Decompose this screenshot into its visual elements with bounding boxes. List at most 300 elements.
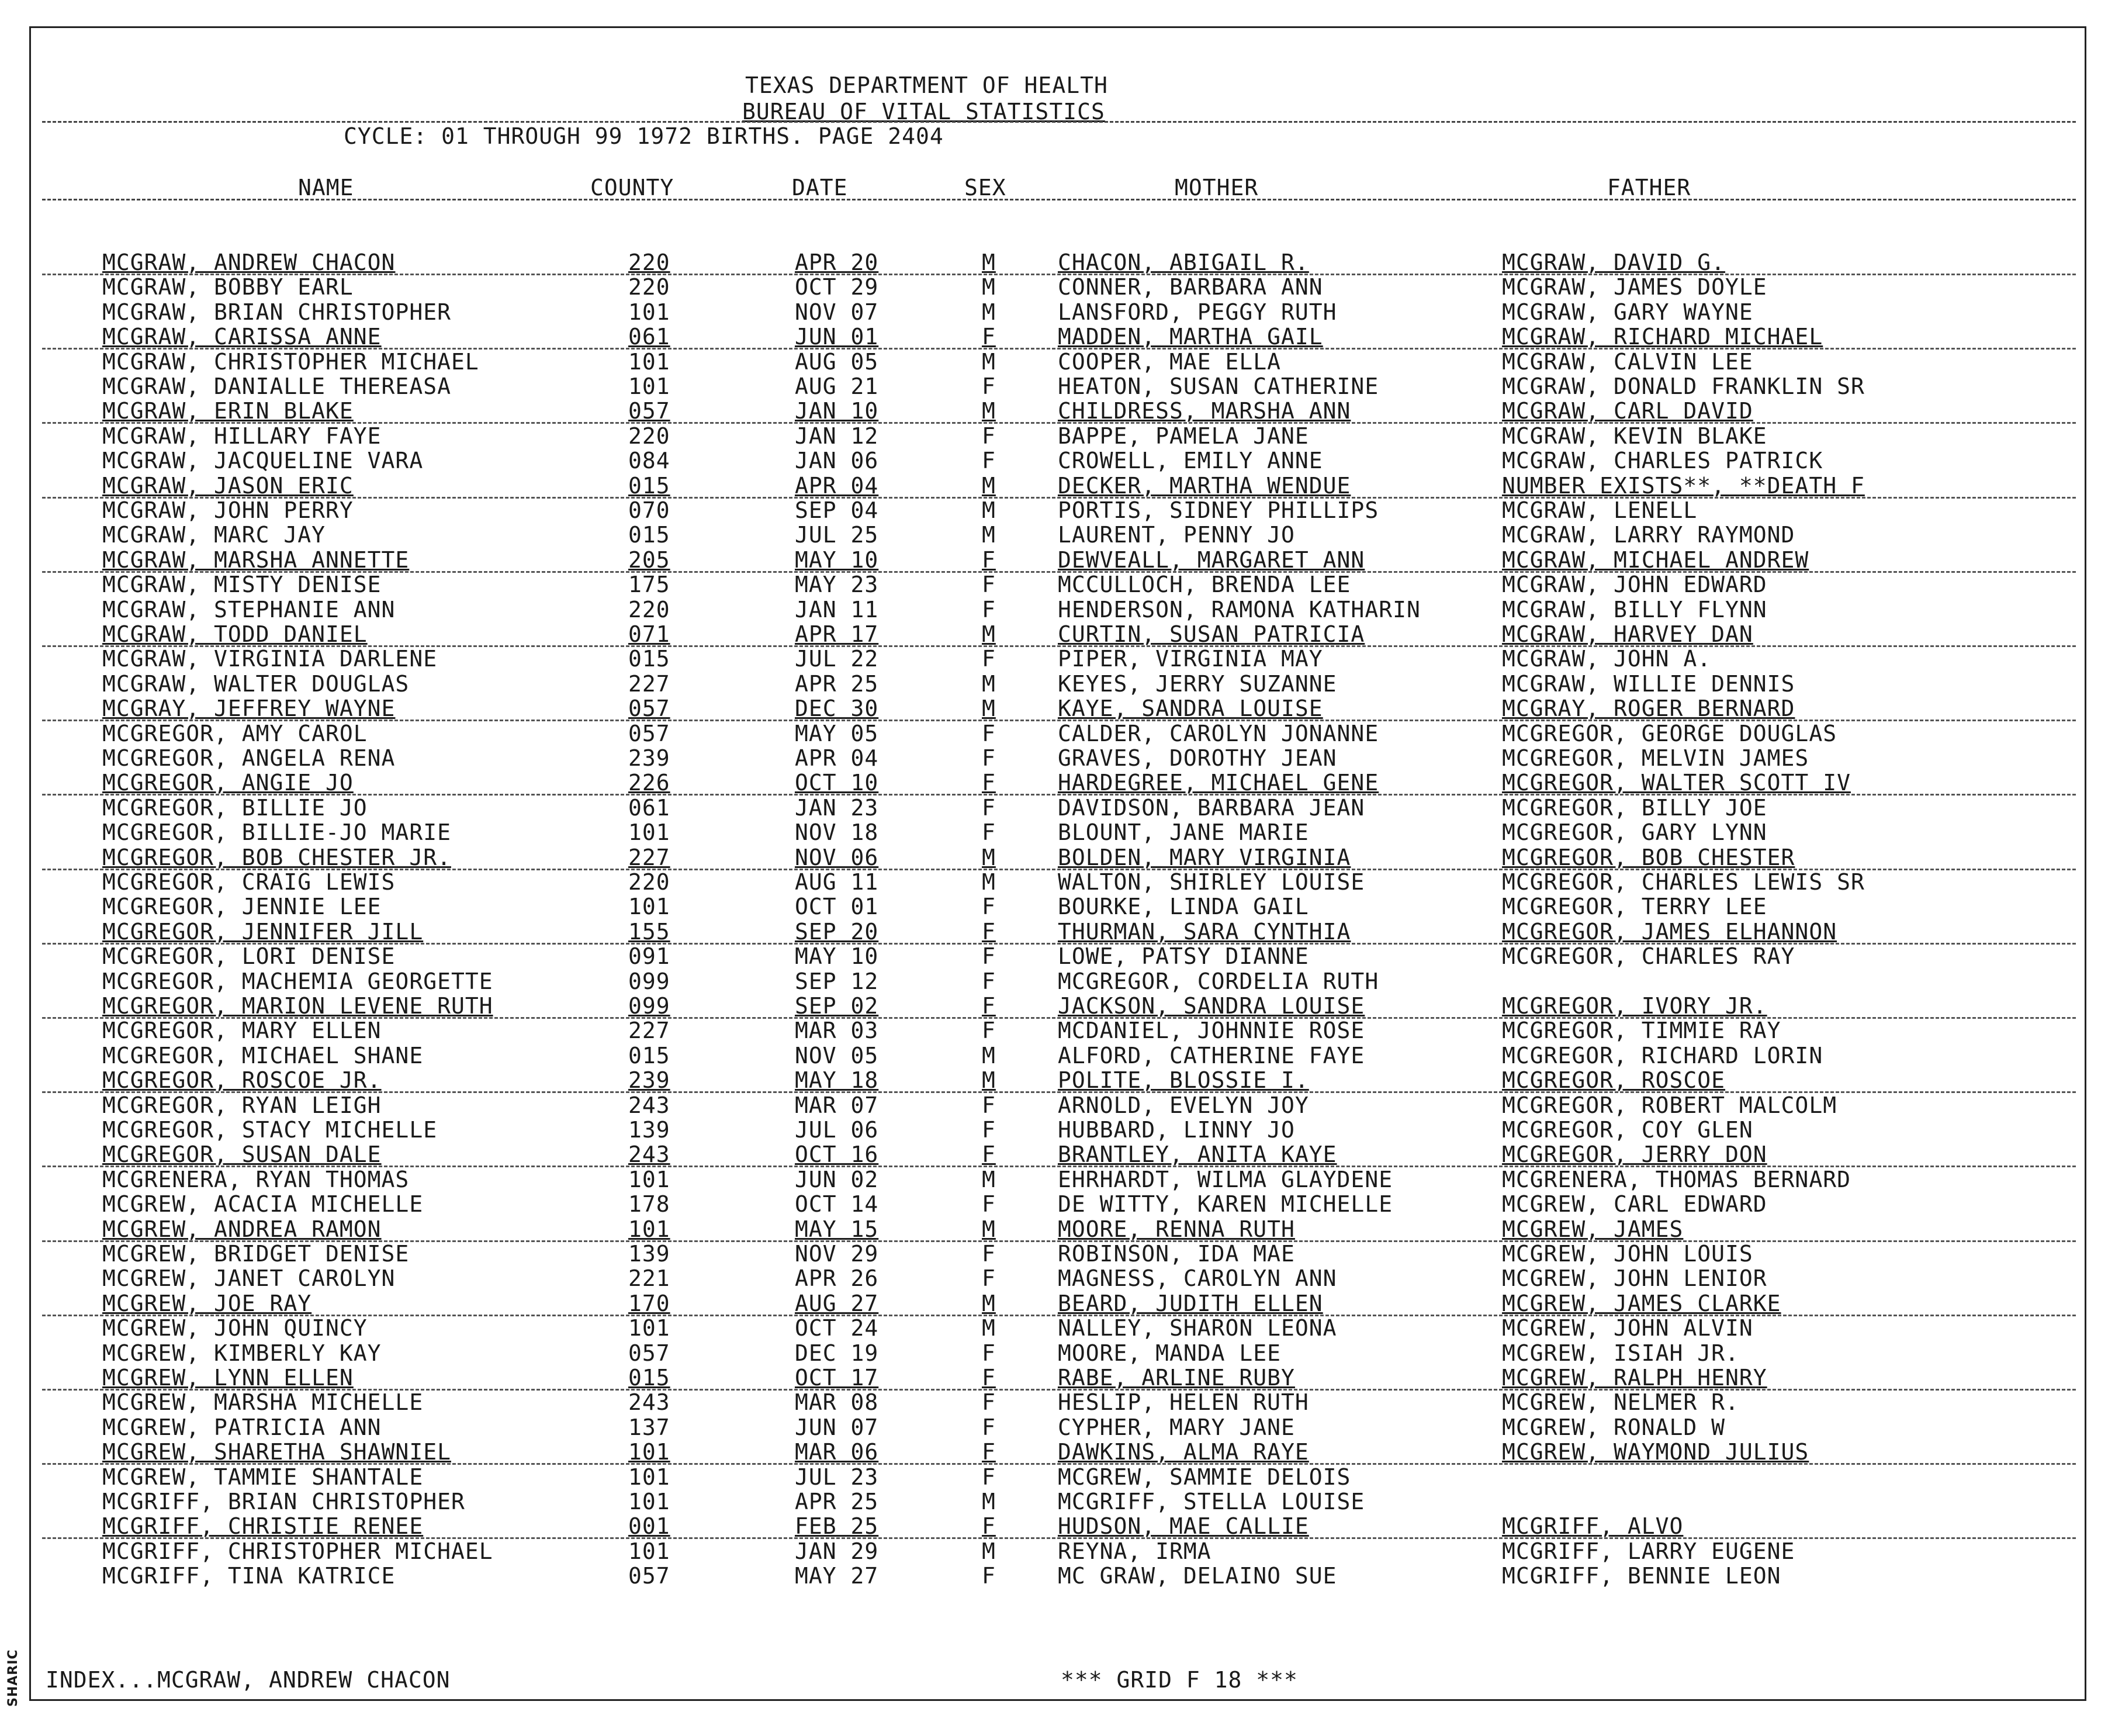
cell-date: JAN 11 [795, 597, 879, 623]
cell-name: MCGRAW, WALTER DOUGLAS [102, 671, 410, 697]
cell-father: MCGREGOR, WALTER SCOTT IV [1502, 770, 1851, 796]
cell-sex: F [982, 1092, 996, 1118]
cell-county: 057 [628, 721, 670, 746]
cell-date: MAY 27 [795, 1563, 879, 1589]
cell-father: MCGREW, ISIAH JR. [1502, 1340, 1739, 1366]
table-row [0, 672, 2104, 696]
cell-father: MCGREW, JAMES CLARKE [1502, 1291, 1781, 1316]
cell-sex: F [982, 597, 996, 623]
cell-name: MCGREW, KIMBERLY KAY [102, 1340, 382, 1366]
cell-date: OCT 14 [795, 1191, 879, 1217]
cell-sex: F [982, 646, 996, 672]
cell-sex: F [982, 1415, 996, 1440]
cell-county: 243 [628, 1092, 670, 1118]
cell-county: 178 [628, 1191, 670, 1217]
cell-sex: M [982, 1067, 996, 1093]
cell-date: AUG 11 [795, 869, 879, 895]
cell-name: MCGREGOR, RYAN LEIGH [102, 1092, 382, 1118]
cell-county: 015 [628, 1365, 670, 1391]
cell-father: MCGREGOR, TIMMIE RAY [1502, 1018, 1781, 1043]
cell-sex: M [982, 621, 996, 647]
cell-name: MCGRAW, BOBBY EARL [102, 274, 354, 300]
cell-name: MCGREGOR, MARY ELLEN [102, 1018, 382, 1043]
cell-county: 057 [628, 1563, 670, 1589]
cell-sex: F [982, 1241, 996, 1267]
cell-county: 139 [628, 1117, 670, 1143]
cell-sex: F [982, 547, 996, 573]
cell-name: MCGRAW, CHRISTOPHER MICHAEL [102, 349, 479, 375]
cell-name: MCGREGOR, BILLIE-JO MARIE [102, 819, 451, 845]
cell-name: MCGRAW, JASON ERIC [102, 473, 354, 499]
cell-name: MCGRAW, MISTY DENISE [102, 572, 382, 597]
cell-father: MCGRAW, LARRY RAYMOND [1502, 522, 1795, 548]
cell-mother: DAWKINS, ALMA RAYE [1058, 1439, 1309, 1465]
cell-mother: HUDSON, MAE CALLIE [1058, 1513, 1309, 1539]
cell-sex: F [982, 795, 996, 821]
table-row [0, 1415, 2104, 1440]
cell-father: MCGRAW, MICHAEL ANDREW [1502, 547, 1809, 573]
cell-date: SEP 12 [795, 969, 879, 994]
cell-date: APR 20 [795, 250, 879, 275]
cycle-line: CYCLE: 01 THROUGH 99 1972 BIRTHS. PAGE 2404 [344, 123, 944, 149]
cell-county: 101 [628, 1464, 670, 1490]
cell-name: MCGREGOR, ANGIE JO [102, 770, 354, 796]
cell-date: JUL 25 [795, 522, 879, 548]
cell-county: 015 [628, 522, 670, 548]
table-row [0, 1142, 2104, 1167]
cell-father: MCGRIFF, LARRY EUGENE [1502, 1538, 1795, 1564]
cell-county: 205 [628, 547, 670, 573]
table-row [0, 1564, 2104, 1588]
cell-date: SEP 04 [795, 497, 879, 523]
cell-county: 061 [628, 795, 670, 821]
cell-county: 057 [628, 696, 670, 721]
cell-date: JUN 07 [795, 1415, 879, 1440]
cell-father: MCGRAW, BILLY FLYNN [1502, 597, 1767, 623]
table-row [0, 1217, 2104, 1242]
cell-name: MCGRAW, VIRGINIA DARLENE [102, 646, 438, 672]
cell-name: MCGRAW, ERIN BLAKE [102, 398, 354, 424]
cell-name: MCGRAW, DANIALLE THEREASA [102, 374, 451, 399]
cell-father: MCGREGOR, BILLY JOE [1502, 795, 1767, 821]
cell-county: 101 [628, 1167, 670, 1192]
cell-name: MCGREW, ACACIA MICHELLE [102, 1191, 424, 1217]
cell-sex: F [982, 1464, 996, 1490]
cell-sex: F [982, 1117, 996, 1143]
cell-father: MCGRAW, CARL DAVID [1502, 398, 1753, 424]
cell-county: 101 [628, 374, 670, 399]
table-row [0, 796, 2104, 820]
cell-sex: F [982, 423, 996, 449]
table-row [0, 870, 2104, 894]
cell-father: MCGREW, CARL EDWARD [1502, 1191, 1767, 1217]
cell-county: 001 [628, 1513, 670, 1539]
cell-date: OCT 24 [795, 1315, 879, 1341]
cell-father: MCGRIFF, ALVO [1502, 1513, 1684, 1539]
col-header-father: FATHER [1607, 175, 1691, 200]
cell-date: MAY 10 [795, 547, 879, 573]
cell-sex: M [982, 1489, 996, 1514]
cell-date: NOV 05 [795, 1043, 879, 1068]
cell-father: MCGRAW, KEVIN BLAKE [1502, 423, 1767, 449]
cell-name: MCGRAW, BRIAN CHRISTOPHER [102, 299, 451, 325]
table-row [0, 1539, 2104, 1564]
cell-date: NOV 18 [795, 819, 879, 845]
cell-mother: MCGRIFF, STELLA LOUISE [1058, 1489, 1365, 1514]
table-row [0, 1167, 2104, 1192]
cell-county: 227 [628, 845, 670, 870]
table-row [0, 944, 2104, 969]
cell-date: OCT 17 [795, 1365, 879, 1391]
side-tag-text: SHARIC [6, 1649, 20, 1707]
cell-father: MCGRAW, DAVID G. [1502, 250, 1726, 275]
cell-name: MCGRIFF, BRIAN CHRISTOPHER [102, 1489, 465, 1514]
table-row [0, 820, 2104, 845]
cell-county: 101 [628, 1315, 670, 1341]
cell-sex: M [982, 1538, 996, 1564]
cell-county: 239 [628, 745, 670, 771]
table-row [0, 1291, 2104, 1316]
cell-date: JUL 06 [795, 1117, 879, 1143]
cell-mother: JACKSON, SANDRA LOUISE [1058, 993, 1365, 1019]
cell-county: 015 [628, 646, 670, 672]
table-row [0, 1341, 2104, 1365]
cell-county: 071 [628, 621, 670, 647]
cell-mother: MCGREGOR, CORDELIA RUTH [1058, 969, 1379, 994]
cell-county: 221 [628, 1265, 670, 1291]
cell-mother: BLOUNT, JANE MARIE [1058, 819, 1309, 845]
cell-father: MCGREW, JAMES [1502, 1216, 1684, 1242]
cell-father: MCGREGOR, MELVIN JAMES [1502, 745, 1809, 771]
table-row [0, 969, 2104, 994]
bureau-title: BUREAU OF VITAL STATISTICS [742, 99, 1105, 125]
cell-mother: PIPER, VIRGINIA MAY [1058, 646, 1323, 672]
cell-father: MCGRAW, CALVIN LEE [1502, 349, 1753, 375]
cell-name: MCGRAW, ANDREW CHACON [102, 250, 396, 275]
table-row [0, 1365, 2104, 1390]
cell-father: MCGRAW, RICHARD MICHAEL [1502, 324, 1823, 350]
cell-sex: F [982, 324, 996, 350]
table-row [0, 1192, 2104, 1216]
cell-name: MCGRAW, HILLARY FAYE [102, 423, 382, 449]
cell-date: APR 17 [795, 621, 879, 647]
cell-name: MCGREGOR, JENNIFER JILL [102, 919, 424, 945]
cell-sex: F [982, 919, 996, 945]
cell-date: JAN 12 [795, 423, 879, 449]
cell-date: MAY 10 [795, 943, 879, 969]
cell-county: 139 [628, 1241, 670, 1267]
cell-date: JAN 06 [795, 448, 879, 473]
cell-name: MCGREW, JANET CAROLYN [102, 1265, 396, 1291]
table-row [0, 374, 2104, 399]
table-row [0, 548, 2104, 572]
col-header-date: DATE [792, 175, 848, 200]
cell-mother: LAURENT, PENNY JO [1058, 522, 1295, 548]
cell-county: 137 [628, 1415, 670, 1440]
cell-father: MCGREGOR, BOB CHESTER [1502, 845, 1795, 870]
cell-date: OCT 01 [795, 894, 879, 919]
cell-father: MCGREW, JOHN LENIOR [1502, 1265, 1767, 1291]
cell-name: MCGRIFF, CHRISTOPHER MICHAEL [102, 1538, 493, 1564]
cell-father: MCGRIFF, BENNIE LEON [1502, 1563, 1781, 1589]
cell-county: 101 [628, 1538, 670, 1564]
cell-date: JAN 29 [795, 1538, 879, 1564]
cell-mother: BEARD, JUDITH ELLEN [1058, 1291, 1323, 1316]
table-row [0, 572, 2104, 597]
cell-father: MCGREGOR, RICHARD LORIN [1502, 1043, 1823, 1068]
cell-sex: F [982, 1340, 996, 1366]
cell-county: 243 [628, 1142, 670, 1167]
cell-mother: GRAVES, DOROTHY JEAN [1058, 745, 1337, 771]
cell-date: APR 26 [795, 1265, 879, 1291]
cell-father: MCGREW, RALPH HENRY [1502, 1365, 1767, 1391]
cell-mother: HUBBARD, LINNY JO [1058, 1117, 1295, 1143]
table-row [0, 770, 2104, 795]
cell-county: 175 [628, 572, 670, 597]
table-row [0, 721, 2104, 746]
cell-sex: F [982, 993, 996, 1019]
cell-name: MCGREW, LYNN ELLEN [102, 1365, 354, 1391]
table-row [0, 646, 2104, 671]
column-header-rule [42, 199, 2076, 200]
cell-mother: HENDERSON, RAMONA KATHARIN [1058, 597, 1421, 623]
table-row [0, 399, 2104, 423]
cell-sex: F [982, 721, 996, 746]
cell-father: MCGREGOR, IVORY JR. [1502, 993, 1767, 1019]
table-row [0, 250, 2104, 275]
cell-name: MCGREW, ANDREA RAMON [102, 1216, 382, 1242]
table-row [0, 473, 2104, 498]
table-row [0, 1514, 2104, 1538]
cell-father: MCGREGOR, CHARLES LEWIS SR [1502, 869, 1865, 895]
cell-name: MCGRAY, JEFFREY WAYNE [102, 696, 396, 721]
cell-sex: F [982, 1439, 996, 1465]
cell-date: JAN 10 [795, 398, 879, 424]
cell-father: MCGRAW, WILLIE DENNIS [1502, 671, 1795, 697]
cell-mother: LANSFORD, PEGGY RUTH [1058, 299, 1337, 325]
cell-date: NOV 07 [795, 299, 879, 325]
cell-county: 091 [628, 943, 670, 969]
cell-sex: F [982, 943, 996, 969]
cell-father: MCGREGOR, JERRY DON [1502, 1142, 1767, 1167]
table-row [0, 919, 2104, 944]
cell-sex: F [982, 1142, 996, 1167]
cell-father: MCGRAW, LENELL [1502, 497, 1698, 523]
table-row [0, 696, 2104, 721]
table-row [0, 300, 2104, 324]
cell-county: 101 [628, 299, 670, 325]
cell-county: 226 [628, 770, 670, 796]
cell-sex: F [982, 1563, 996, 1589]
cell-date: APR 04 [795, 745, 879, 771]
cell-mother: NALLEY, SHARON LEONA [1058, 1315, 1337, 1341]
cell-county: 084 [628, 448, 670, 473]
cell-mother: RABE, ARLINE RUBY [1058, 1365, 1295, 1391]
cell-sex: M [982, 349, 996, 375]
cell-mother: CONNER, BARBARA ANN [1058, 274, 1323, 300]
cell-mother: HESLIP, HELEN RUTH [1058, 1389, 1309, 1415]
cell-father: MCGRAW, JOHN A. [1502, 646, 1712, 672]
table-row [0, 1093, 2104, 1118]
cell-county: 070 [628, 497, 670, 523]
cell-date: MAR 07 [795, 1092, 879, 1118]
cell-sex: F [982, 1513, 996, 1539]
cell-mother: LOWE, PATSY DIANNE [1058, 943, 1309, 969]
cell-mother: ARNOLD, EVELYN JOY [1058, 1092, 1309, 1118]
cell-father: MCGREGOR, JAMES ELHANNON [1502, 919, 1837, 945]
cell-county: 101 [628, 894, 670, 919]
cell-sex: F [982, 969, 996, 994]
cell-sex: F [982, 1191, 996, 1217]
cell-father: MCGRAW, HARVEY DAN [1502, 621, 1753, 647]
cell-county: 101 [628, 1489, 670, 1514]
cell-county: 220 [628, 250, 670, 275]
cell-date: MAR 03 [795, 1018, 879, 1043]
cell-mother: ALFORD, CATHERINE FAYE [1058, 1043, 1365, 1068]
footer-index: INDEX...MCGRAW, ANDREW CHACON [46, 1667, 451, 1693]
cell-mother: CROWELL, EMILY ANNE [1058, 448, 1323, 473]
cell-name: MCGREW, SHARETHA SHAWNIEL [102, 1439, 451, 1465]
table-row [0, 894, 2104, 919]
cell-name: MCGRAW, TODD DANIEL [102, 621, 368, 647]
cell-name: MCGREGOR, JENNIE LEE [102, 894, 382, 919]
cell-sex: F [982, 819, 996, 845]
cell-sex: M [982, 473, 996, 499]
cell-father: MCGRAW, CHARLES PATRICK [1502, 448, 1823, 473]
cell-mother: PORTIS, SIDNEY PHILLIPS [1058, 497, 1379, 523]
cell-county: 220 [628, 423, 670, 449]
cell-name: MCGREGOR, BOB CHESTER JR. [102, 845, 451, 870]
cell-mother: EHRHARDT, WILMA GLAYDENE [1058, 1167, 1393, 1192]
cell-county: 243 [628, 1389, 670, 1415]
cell-sex: F [982, 770, 996, 796]
cell-county: 227 [628, 671, 670, 697]
cell-name: MCGRENERA, RYAN THOMAS [102, 1167, 410, 1192]
cell-date: MAR 06 [795, 1439, 879, 1465]
agency-title: TEXAS DEPARTMENT OF HEALTH [745, 72, 1108, 98]
cell-mother: MCCULLOCH, BRENDA LEE [1058, 572, 1351, 597]
cell-date: APR 04 [795, 473, 879, 499]
cell-mother: CHILDRESS, MARSHA ANN [1058, 398, 1351, 424]
cell-county: 155 [628, 919, 670, 945]
cell-name: MCGRIFF, TINA KATRICE [102, 1563, 396, 1589]
cell-mother: KAYE, SANDRA LOUISE [1058, 696, 1323, 721]
cell-mother: ROBINSON, IDA MAE [1058, 1241, 1295, 1267]
cell-county: 015 [628, 1043, 670, 1068]
cell-mother: CURTIN, SUSAN PATRICIA [1058, 621, 1365, 647]
cell-father: MCGREW, NELMER R. [1502, 1389, 1739, 1415]
cell-name: MCGRAW, CARISSA ANNE [102, 324, 382, 350]
cell-date: OCT 10 [795, 770, 879, 796]
cell-county: 057 [628, 1340, 670, 1366]
cell-name: MCGRAW, JACQUELINE VARA [102, 448, 424, 473]
cell-name: MCGREGOR, AMY CAROL [102, 721, 368, 746]
table-row [0, 1316, 2104, 1340]
cell-mother: MOORE, MANDA LEE [1058, 1340, 1282, 1366]
table-row [0, 1043, 2104, 1068]
cell-name: MCGRIFF, CHRISTIE RENEE [102, 1513, 424, 1539]
cell-county: 099 [628, 969, 670, 994]
cell-date: APR 25 [795, 1489, 879, 1514]
cell-sex: M [982, 1167, 996, 1192]
cell-sex: F [982, 1018, 996, 1043]
cell-name: MCGREW, BRIDGET DENISE [102, 1241, 410, 1267]
cell-date: JUL 23 [795, 1464, 879, 1490]
cell-date: AUG 05 [795, 349, 879, 375]
cell-county: 101 [628, 1216, 670, 1242]
cell-name: MCGREW, JOHN QUINCY [102, 1315, 368, 1341]
cell-name: MCGRAW, JOHN PERRY [102, 497, 354, 523]
cell-sex: F [982, 1389, 996, 1415]
cell-sex: M [982, 299, 996, 325]
cell-date: AUG 21 [795, 374, 879, 399]
cell-mother: MOORE, RENNA RUTH [1058, 1216, 1295, 1242]
cell-date: APR 25 [795, 671, 879, 697]
cell-county: 170 [628, 1291, 670, 1316]
table-row [0, 746, 2104, 770]
cell-father: MCGREW, JOHN LOUIS [1502, 1241, 1753, 1267]
cell-county: 101 [628, 1439, 670, 1465]
table-row [0, 1068, 2104, 1092]
cell-mother: MADDEN, MARTHA GAIL [1058, 324, 1323, 350]
cell-sex: M [982, 1291, 996, 1316]
cell-mother: COOPER, MAE ELLA [1058, 349, 1282, 375]
cell-sex: F [982, 745, 996, 771]
table-row [0, 350, 2104, 374]
cell-mother: WALTON, SHIRLEY LOUISE [1058, 869, 1365, 895]
cell-mother: MC GRAW, DELAINO SUE [1058, 1563, 1337, 1589]
cell-mother: CALDER, CAROLYN JONANNE [1058, 721, 1379, 746]
table-row [0, 275, 2104, 299]
table-row [0, 523, 2104, 547]
cell-name: MCGREW, JOE RAY [102, 1291, 312, 1316]
cell-name: MCGREGOR, STACY MICHELLE [102, 1117, 438, 1143]
cell-name: MCGREGOR, LORI DENISE [102, 943, 396, 969]
table-row [0, 498, 2104, 523]
cell-county: 061 [628, 324, 670, 350]
cell-father: MCGREGOR, COY GLEN [1502, 1117, 1753, 1143]
cell-date: OCT 16 [795, 1142, 879, 1167]
cell-name: MCGREW, TAMMIE SHANTALE [102, 1464, 424, 1490]
cell-county: 220 [628, 274, 670, 300]
col-header-name: NAME [298, 175, 354, 200]
cell-sex: M [982, 398, 996, 424]
cell-mother: MAGNESS, CAROLYN ANN [1058, 1265, 1337, 1291]
cell-sex: M [982, 1315, 996, 1341]
table-row [0, 1489, 2104, 1514]
cell-date: NOV 06 [795, 845, 879, 870]
cell-mother: DAVIDSON, BARBARA JEAN [1058, 795, 1365, 821]
col-header-county: COUNTY [590, 175, 674, 200]
cell-father: MCGRAW, JOHN EDWARD [1502, 572, 1767, 597]
table-row [0, 1465, 2104, 1489]
cell-mother: POLITE, BLOSSIE I. [1058, 1067, 1309, 1093]
cell-mother: REYNA, IRMA [1058, 1538, 1211, 1564]
cell-sex: M [982, 696, 996, 721]
cell-sex: F [982, 1365, 996, 1391]
cell-father: MCGRENERA, THOMAS BERNARD [1502, 1167, 1851, 1192]
cell-sex: M [982, 250, 996, 275]
cell-sex: M [982, 1216, 996, 1242]
cell-county: 227 [628, 1018, 670, 1043]
cell-county: 101 [628, 349, 670, 375]
cell-date: OCT 29 [795, 274, 879, 300]
cell-sex: M [982, 671, 996, 697]
cell-father: MCGREW, WAYMOND JULIUS [1502, 1439, 1809, 1465]
table-row [0, 1118, 2104, 1142]
cell-county: 220 [628, 869, 670, 895]
cell-date: SEP 02 [795, 993, 879, 1019]
